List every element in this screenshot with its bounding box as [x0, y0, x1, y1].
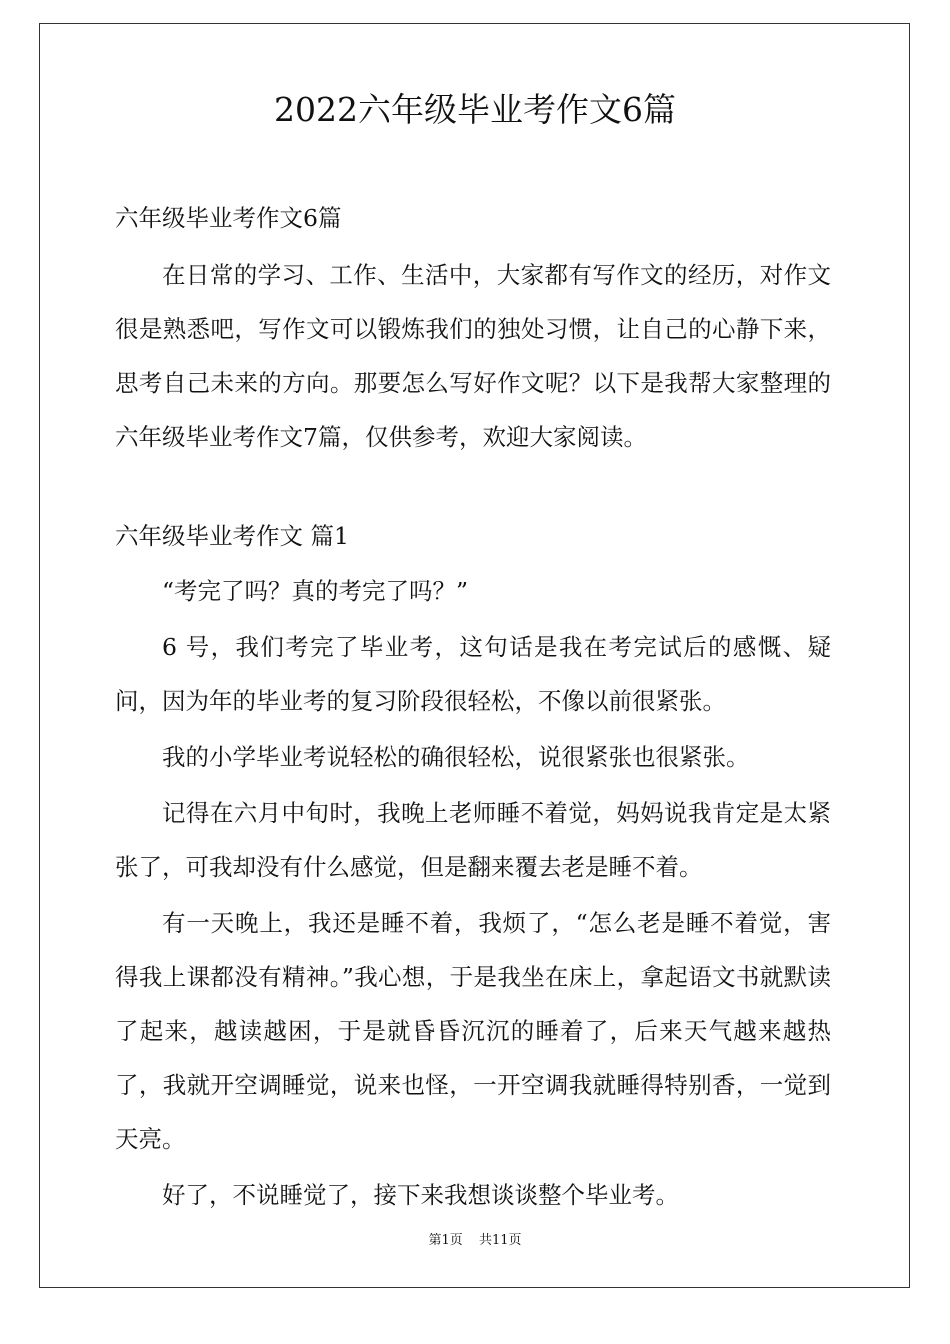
essay-paragraph: 我的小学毕业考说轻松的确很轻松，说很紧张也很紧张。 — [162, 743, 750, 771]
document-title: 2022六年级毕业考作文6篇 — [274, 90, 676, 129]
intro-heading: 六年级毕业考作文6篇 — [115, 204, 342, 232]
essay-paragraph: 有一天晚上，我还是睡不着，我烦了，“怎么老是睡不着觉，害得我上课都没有精神。”我心想，于是我坐在床上，拿起语文书就默读了起来，越读越困，于是就昏昏沉沉的睡着了，后来天气越来越热了，我就开空调睡觉，说来也怪，一开空调我就睡得特别香，一觉到天亮。 — [115, 909, 831, 1153]
page-number: 第1页 — [428, 1233, 463, 1248]
essay-paragraph: 6 号，我们考完了毕业考，这句话是我在考完试后的感慨、疑问，因为年的毕业考的复习阶段很轻松，不像以前很紧张。 — [115, 633, 831, 715]
page-total: 共11页 — [478, 1233, 522, 1248]
essay-paragraph: 好了，不说睡觉了，接下来我想谈谈整个毕业考。 — [162, 1181, 679, 1209]
section-gap — [115, 464, 831, 516]
essay-paragraph: “考完了吗？真的考完了吗？” — [162, 577, 469, 605]
essay-paragraph: 记得在六月中旬时，我晚上老师睡不着觉，妈妈说我肯定是太紧张了，可我却没有什么感觉，但是翻来覆去老是睡不着。 — [115, 799, 831, 881]
intro-paragraph: 在日常的学习、工作、生活中，大家都有写作文的经历，对作文很是熟悉吧，写作文可以锻炼我们的独处习惯，让自己的心静下来，思考自己未来的方向。那要怎么写好作文呢？以下是我帮大家整理的六年级毕业考作文7篇，仅供参考，欢迎大家阅读。 — [115, 261, 831, 451]
page-footer — [0, 1232, 950, 1250]
document-body — [115, 198, 831, 1222]
essay-heading: 六年级毕业考作文 篇1 — [115, 522, 349, 550]
